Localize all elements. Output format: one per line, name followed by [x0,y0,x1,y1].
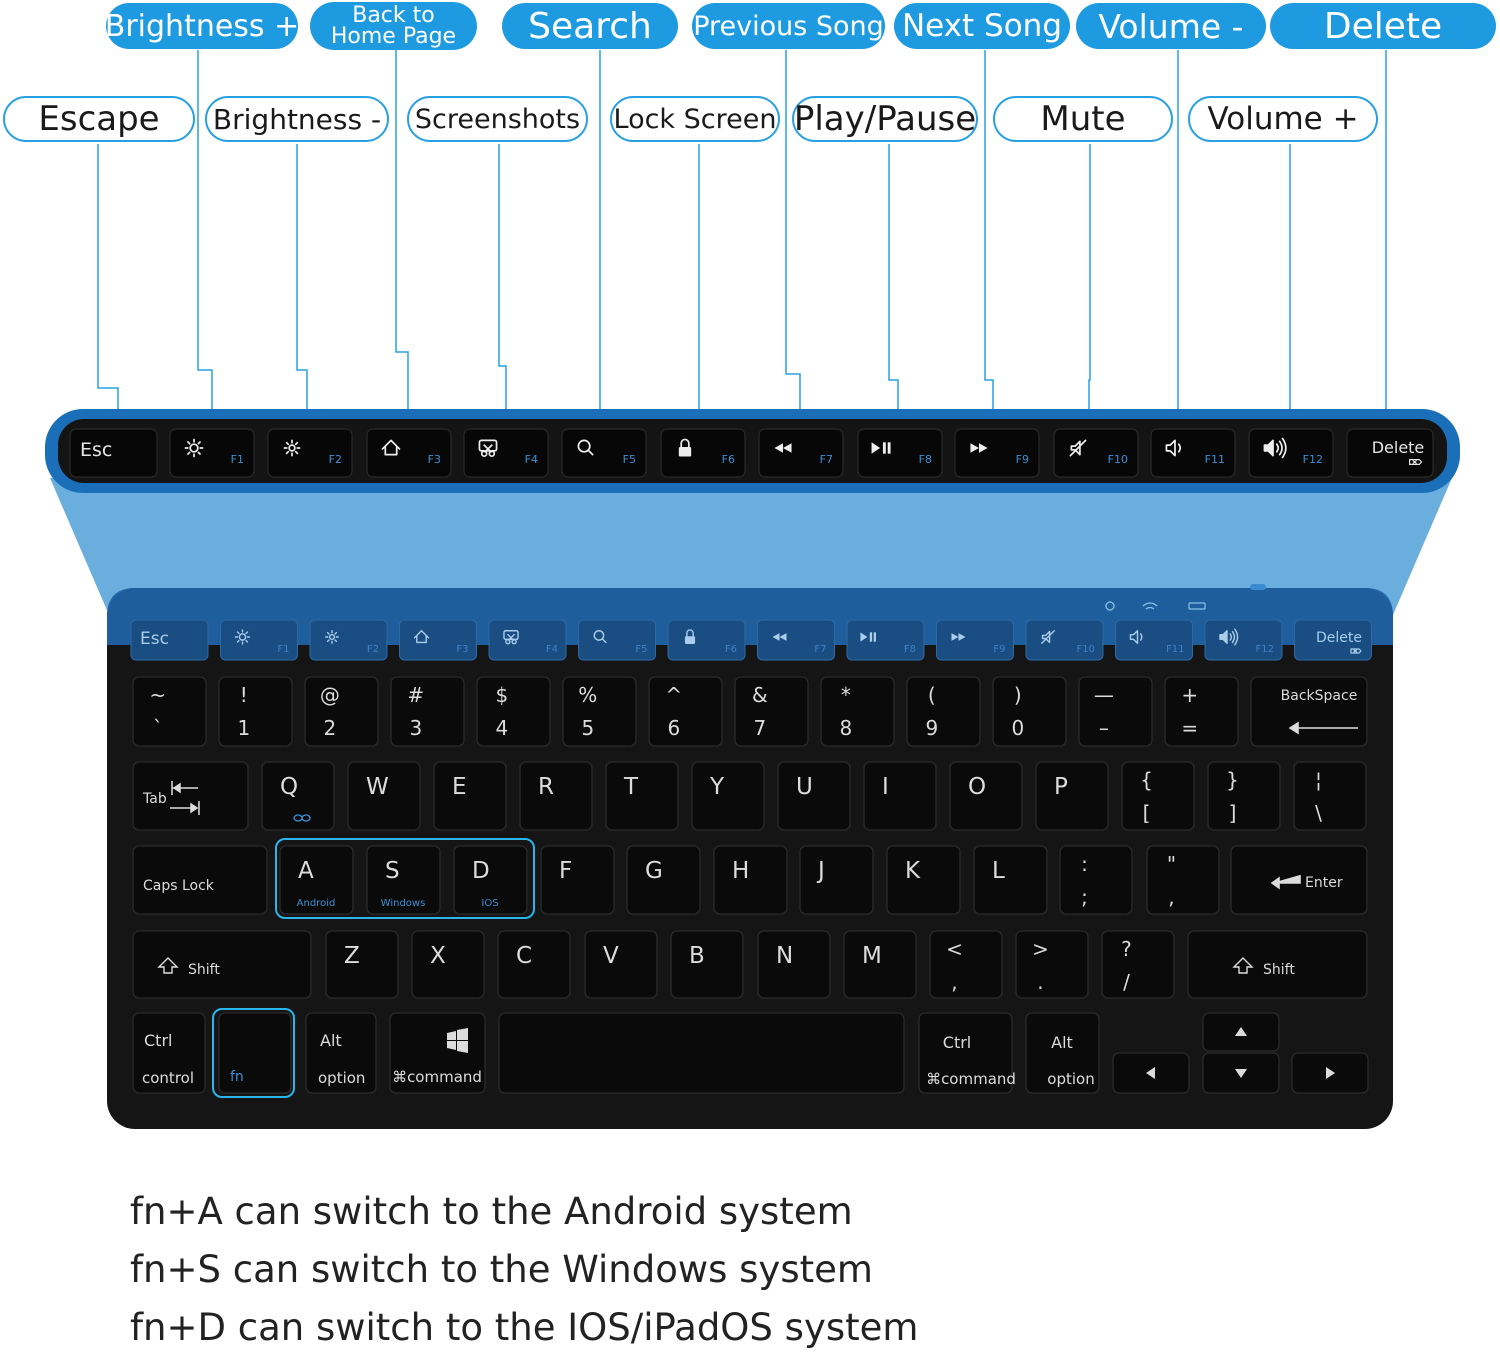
label-escape [3,96,195,142]
key-cap [391,677,464,746]
key-label: J [818,858,825,884]
key-cap [714,846,787,914]
fn-key-f3 [367,429,451,477]
fn-sublabel: F12 [1302,453,1323,466]
key-number-9 [907,677,980,746]
key-label: F [559,858,573,884]
key-label: U [796,774,813,800]
key-home-punct-0 [1060,846,1132,914]
leader-line-2 [297,144,307,433]
key-label: A [298,858,314,884]
key-cap [133,677,206,746]
key-label: V [603,943,619,969]
key-bottom-label: 4 [495,716,509,740]
key-bottom-punct-0 [930,931,1002,998]
key-label: D [472,858,490,884]
key-bottom-label: = [1181,716,1199,740]
key-number-0 [133,677,206,746]
key-cap [758,931,830,998]
key-bottom-label: 6 [667,716,681,740]
key-label: L [992,858,1005,884]
switch-notes [130,1185,918,1359]
key-bottom-label: ` [152,716,163,740]
key-m [844,931,916,998]
fn-sublabel: F3 [427,453,441,466]
key-sublabel: option [318,1069,366,1087]
key-number-6 [649,677,722,746]
key-label: G [645,858,663,884]
key-h [714,846,787,914]
label-line: Home Page [330,24,457,49]
kbd-fn-key-f11 [1116,620,1193,660]
fn-key-f7 [759,429,843,477]
key-tab [133,762,248,830]
key-sublabel: control [142,1069,194,1087]
key-label: S [385,858,400,884]
note-android: fn+A can switch to the Android system [130,1190,853,1233]
fn-key-f2 [268,429,352,477]
key-cap [498,931,570,998]
key-bottom-label: , [951,970,958,994]
key-sublabel: option [1047,1070,1095,1088]
key-cap [1147,846,1219,914]
label-play-pause [792,96,978,142]
key-bottom-label: 8 [839,716,853,740]
key-l [974,846,1047,914]
key-cap [735,677,808,746]
fn-key-esc [70,429,157,477]
label-text: Brightness - [212,102,382,136]
key-cap [1208,762,1280,830]
fn-sublabel: F8 [903,644,916,655]
leader-line-9 [985,50,993,433]
key-top-label: + [1181,683,1199,707]
key-bottom-label: 5 [581,716,595,740]
key-v [585,931,657,998]
key-label: BackSpace [1280,688,1358,704]
key-number-10 [993,677,1066,746]
key-bottom-label: , [1168,885,1175,909]
fn-sublabel: F12 [1255,644,1274,655]
label-text: Play/Pause [793,99,977,139]
key-cap [778,762,850,830]
key-cap [1294,762,1366,830]
leader-line-3 [396,50,408,433]
key-cap [1016,931,1088,998]
kbd-fn-key-f6 [668,620,745,660]
overlay-tint [107,588,1393,645]
key-cap [993,677,1066,746]
key-cap [800,846,873,914]
key-arrow-up [1203,1013,1279,1051]
fn-sublabel: F8 [918,453,932,466]
key-cap [1060,846,1132,914]
key-label: Y [710,774,725,800]
fn-sublabel: F6 [721,453,735,466]
label-mute [993,96,1173,142]
kbd-fn-key-f1 [221,620,298,660]
key-t [606,762,678,830]
key-cap [305,677,378,746]
key-bracket-2 [1294,762,1366,830]
fn-key-f1 [170,429,254,477]
fn-sublabel: F2 [328,453,342,466]
key-top-label: ( [927,683,936,707]
fn-sublabel: F1 [230,453,244,466]
fn-sublabel: F10 [1076,644,1095,655]
kbd-fn-key-f12 [1205,620,1282,660]
key-number-8 [821,677,894,746]
key-f [541,846,614,914]
fn-sublabel: F7 [814,644,827,655]
key-cap [606,762,678,830]
key-bottom-label: – [1098,716,1109,740]
key-bottom-label: 3 [409,716,423,740]
label-brightness-down [205,96,389,142]
label-text: Volume - [1098,6,1244,46]
key-top-label: { [1140,768,1153,792]
key-cap [671,931,743,998]
key-cap [412,931,484,998]
fn-sublabel: F4 [524,453,538,466]
fn-key-f12 [1249,429,1333,477]
key-backspace [1251,677,1367,746]
fn-sublabel: F3 [456,644,469,655]
key-bottom-label: 1 [237,716,251,740]
key-spacebar [499,1013,904,1093]
key-sublabel: ⌘command [926,1070,1016,1088]
key-cap [821,677,894,746]
label-text: Screenshots [414,103,581,135]
key-bottom-punct-2 [1102,931,1174,998]
key-cap [326,931,398,998]
key-cap [1036,762,1108,830]
key-cap [499,1013,904,1093]
label-brightness-up [106,3,298,49]
key-cap [219,677,292,746]
key-top-label: } [1226,768,1239,792]
key-number-4 [477,677,550,746]
label-text: Mute [1040,99,1126,139]
key-bottom-punct-1 [1016,931,1088,998]
key-caps-lock [133,846,267,914]
key-alt-left [306,1013,376,1093]
key-bottom-label: . [1037,970,1044,994]
kbd-fn-key-f7 [758,620,835,660]
key-label: P [1054,774,1068,800]
label-text: Volume + [1207,101,1359,137]
leader-line-10 [1089,144,1090,433]
key-number-2 [305,677,378,746]
label-screenshots [407,96,588,142]
key-label: Shift [188,962,220,978]
key-top-label: > [1032,937,1049,961]
key-sublabel: ⌘command [392,1068,482,1086]
key-top-label: ^ [665,683,683,707]
key-label: Delete [1371,438,1425,457]
key-label: fn [230,1069,244,1085]
fn-key-f10 [1054,429,1138,477]
key-x [412,931,484,998]
key-bracket-1 [1208,762,1280,830]
kbd-fn-key-f8 [847,620,924,660]
key-label: O [968,774,987,800]
label-volume-up [1188,96,1378,142]
key-cap [1102,931,1174,998]
fn-sublabel: F10 [1107,453,1128,466]
fn-sublabel: F6 [724,644,737,655]
key-number-7 [735,677,808,746]
fn-sublabel: F2 [366,644,379,655]
fn-sublabel: F11 [1204,453,1225,466]
key-cap [887,846,960,914]
fn-sublabel: F9 [993,644,1006,655]
key-enter [1231,846,1367,914]
key-j [800,846,873,914]
key-top-label: * [840,683,851,707]
key-label: Delete [1316,630,1362,646]
key-label: Alt [320,1031,342,1050]
key-top-label: & [752,683,768,707]
key-number-5 [563,677,636,746]
key-label: H [732,858,750,884]
key-cap [1079,677,1152,746]
key-bottom-label: ] [1228,801,1237,825]
fn-key-f11 [1151,429,1235,477]
key-cap [541,846,614,914]
label-text: Delete [1323,5,1443,47]
key-arrow-down [1203,1053,1279,1093]
kbd-fn-key-f5 [579,620,656,660]
key-top-label: @ [319,683,340,707]
note-ios: fn+D can switch to the IOS/iPadOS system [130,1306,919,1349]
key-bottom-label: 0 [1011,716,1025,740]
key-cap [434,762,506,830]
label-line: Back to [352,3,435,28]
key-label: C [516,943,533,969]
key-y [692,762,764,830]
key-cap [864,762,936,830]
key-label: R [538,774,554,800]
label-text: Next Song [901,8,1063,44]
key-label: Alt [1051,1033,1073,1052]
label-lock-screen [610,96,780,142]
key-top-label: ¦ [1315,768,1322,792]
key-home-punct-1 [1147,846,1219,914]
key-label: M [862,943,882,969]
label-next-song [894,3,1070,49]
key-number-12 [1165,677,1238,746]
key-bottom-label: 9 [925,716,939,740]
fn-sublabel: F1 [277,644,290,655]
key-cap [1122,762,1194,830]
key-top-label: # [407,683,425,707]
key-label: Ctrl [942,1033,972,1052]
key-i [864,762,936,830]
key-ctrl-right [919,1013,1016,1093]
key-bottom-label: ; [1081,885,1088,909]
key-number-11 [1079,677,1152,746]
label-previous-song [692,3,885,49]
label-text: Escape [38,99,160,139]
kbd-fn-key-f3 [400,620,477,660]
key-u [778,762,850,830]
key-cap [627,846,700,914]
fn-key-f6 [661,429,745,477]
fn-sublabel: F4 [545,644,558,655]
fn-sublabel: F11 [1166,644,1185,655]
key-top-label: $ [495,683,509,707]
key-label: N [776,943,794,969]
key-number-1 [219,677,292,746]
key-k [887,846,960,914]
fn-sublabel: F5 [635,644,648,655]
key-label: Caps Lock [143,878,214,894]
key-cap [1165,677,1238,746]
key-arrow-left [1113,1053,1189,1093]
label-text: Brightness + [104,8,300,44]
key-top-label: < [946,937,963,961]
fn-key-f9 [955,429,1039,477]
label-text: Lock Screen [613,103,777,135]
fn-key-f8 [858,429,942,477]
label-volume-down [1076,3,1266,49]
key-w [348,762,420,830]
key-e [434,762,506,830]
kbd-fn-key-f9 [937,620,1014,660]
leader-line-0 [98,144,118,433]
fn-key-f5 [562,429,646,477]
key-number-3 [391,677,464,746]
key-bottom-label: / [1123,970,1130,994]
os-sublabel: Android [296,898,336,909]
key-top-label: " [1166,852,1177,876]
kbd-fn-key-f10 [1026,620,1103,660]
key-bottom-label: [ [1142,801,1151,825]
key-label: Tab [143,791,167,807]
key-cap [563,677,636,746]
key-p [1036,762,1108,830]
key-o [950,762,1022,830]
function-strip-inner [58,419,1447,483]
key-label: Enter [1305,875,1343,891]
key-top-label: % [578,683,598,707]
leader-line-8 [889,144,898,433]
key-top-label: — [1093,683,1114,707]
key-ctrl-left [133,1013,205,1093]
key-label: Esc [140,629,169,649]
fn-key-delete [1347,429,1433,477]
key-label: T [624,774,639,800]
note-windows: fn+S can switch to the Windows system [130,1248,873,1291]
key-label: B [689,943,705,969]
label-search [502,3,678,49]
leader-line-4 [499,144,506,433]
kbd-fn-key-f4 [489,620,566,660]
fn-sublabel: F5 [622,453,636,466]
key-label: Z [344,943,360,969]
key-cap [133,931,311,998]
os-sublabel: IOS [481,898,499,909]
kbd-fn-key-delete [1295,620,1372,660]
label-text: Previous Song [693,10,884,42]
key-cap [930,931,1002,998]
key-label: I [882,774,889,800]
key-label: K [905,858,921,884]
key-c [498,931,570,998]
key-top-label: ! [239,683,248,707]
key-alt-right [1026,1013,1099,1093]
key-shift-right [1188,931,1367,998]
key-bottom-label: 7 [753,716,767,740]
key-command-left [390,1013,485,1093]
kbd-fn-key-f2 [310,620,387,660]
key-cap [974,846,1047,914]
key-cap [585,931,657,998]
label-text: Search [528,5,652,47]
key-g [627,846,700,914]
key-top-label: ) [1013,683,1022,707]
label-back-to-home [310,2,477,50]
key-cap [520,762,592,830]
key-cap [477,677,550,746]
key-a [280,846,353,914]
key-top-label: ~ [149,683,167,707]
label-delete [1270,3,1496,49]
fn-key-f4 [464,429,548,477]
key-n [758,931,830,998]
key-bottom-label: \ [1315,801,1322,825]
key-d [454,846,527,914]
key-cap [649,677,722,746]
key-label: Ctrl [144,1031,173,1050]
fn-sublabel: F7 [819,453,833,466]
key-top-label: : [1081,852,1088,876]
key-r [520,762,592,830]
key-fn [219,1013,291,1093]
key-cap [907,677,980,746]
key-label: W [366,774,389,800]
key-arrow-right [1292,1053,1368,1093]
os-sublabel: Windows [380,898,426,909]
kbd-fn-key-esc [131,620,208,660]
key-cap [692,762,764,830]
key-b [671,931,743,998]
key-label: X [430,943,446,969]
key-label: Shift [1263,962,1295,978]
key-bottom-label: 2 [323,716,337,740]
key-top-label: ? [1121,937,1132,961]
key-label: E [452,774,467,800]
fn-sublabel: F9 [1015,453,1029,466]
key-bracket-0 [1122,762,1194,830]
key-z [326,931,398,998]
key-q [262,762,334,830]
key-label: Esc [80,439,113,461]
key-label: Q [280,774,299,800]
key-shift-left [133,931,311,998]
key-s [367,846,440,914]
